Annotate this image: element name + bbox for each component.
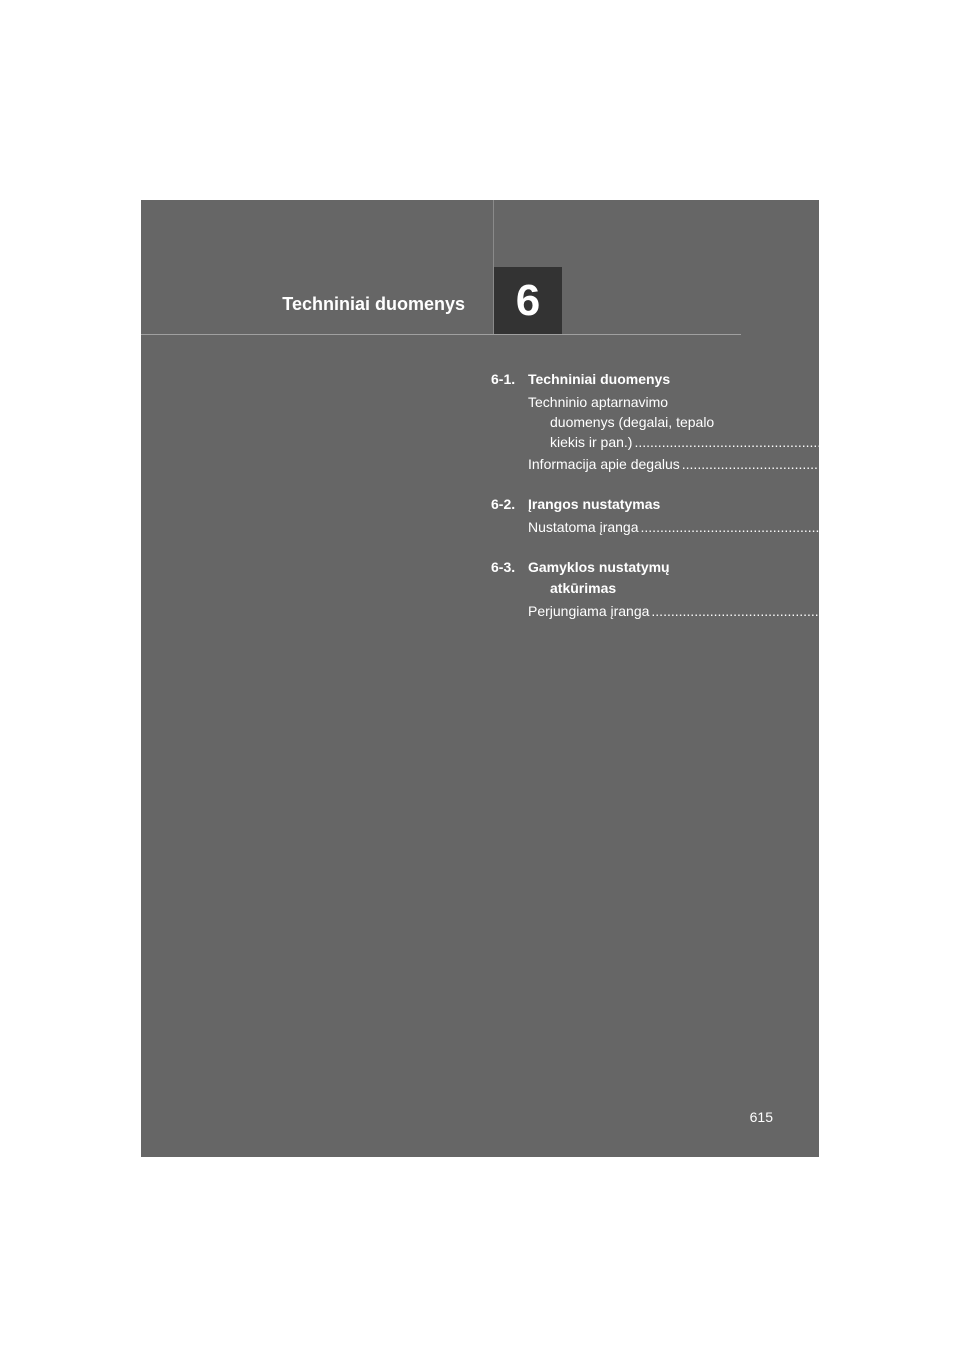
toc-page-ref: 640	[837, 519, 861, 535]
chapter-panel	[141, 200, 902, 1157]
toc-page-ref: 644	[847, 603, 872, 619]
toc-entry[interactable]	[528, 517, 861, 537]
toc-section-title-line: atkūrimas	[550, 580, 617, 596]
toc-section	[491, 369, 902, 474]
toc-section-number: 6-2.	[491, 496, 516, 512]
toc-section	[491, 494, 861, 537]
toc-entry-last-line	[528, 517, 861, 537]
toc-entry-text: kiekis ir pan.)	[550, 434, 633, 450]
toc-section-number: 6-3.	[491, 559, 516, 575]
toc-entry-line: Techninio aptarnavimo	[528, 394, 669, 410]
toc-section-title	[528, 557, 740, 599]
toc-entry[interactable]	[528, 601, 872, 621]
chapter-title: Techniniai duomenys	[282, 294, 465, 314]
page-number: 615	[749, 1109, 773, 1125]
toc-section	[491, 557, 872, 621]
toc-leader-dots: ..................................................	[640, 519, 835, 535]
toc-leader-dots: ..................................................	[681, 456, 877, 472]
toc-entry-last-line	[528, 454, 902, 474]
toc-entry-text: Informacija apie degalus	[528, 456, 680, 472]
toc-page-ref: 637	[878, 456, 902, 472]
toc-section-heading[interactable]	[491, 494, 740, 515]
toc-leader-dots: ..................................................	[634, 434, 829, 450]
toc-entry-text: Perjungiama įranga	[528, 603, 650, 619]
toc-section-heading[interactable]	[491, 557, 740, 599]
toc-leader-dots: ..................................................	[651, 603, 846, 619]
toc-section-title	[528, 494, 740, 515]
toc-entry-text: Nustatoma įranga	[528, 519, 639, 535]
toc-section-title-line: Įrangos nustatymas	[528, 496, 661, 512]
chapter-number-box: 6	[494, 267, 562, 334]
table-of-contents	[491, 369, 902, 641]
toc-entry-last-line	[528, 432, 855, 452]
toc-section-title-line: Techniniai duomenys	[528, 371, 671, 387]
toc-entry[interactable]	[528, 392, 855, 452]
toc-section-number: 6-1.	[491, 371, 516, 387]
toc-section-title	[528, 369, 740, 390]
toc-entry-line: duomenys (degalai, tepalo	[550, 414, 715, 430]
toc-section-heading[interactable]	[491, 369, 740, 390]
header-rule	[141, 334, 741, 335]
toc-section-title-line: Gamyklos nustatymų	[528, 559, 670, 575]
toc-page-ref: 616	[830, 434, 855, 450]
toc-entry-last-line	[528, 601, 872, 621]
toc-entry[interactable]	[528, 454, 902, 474]
